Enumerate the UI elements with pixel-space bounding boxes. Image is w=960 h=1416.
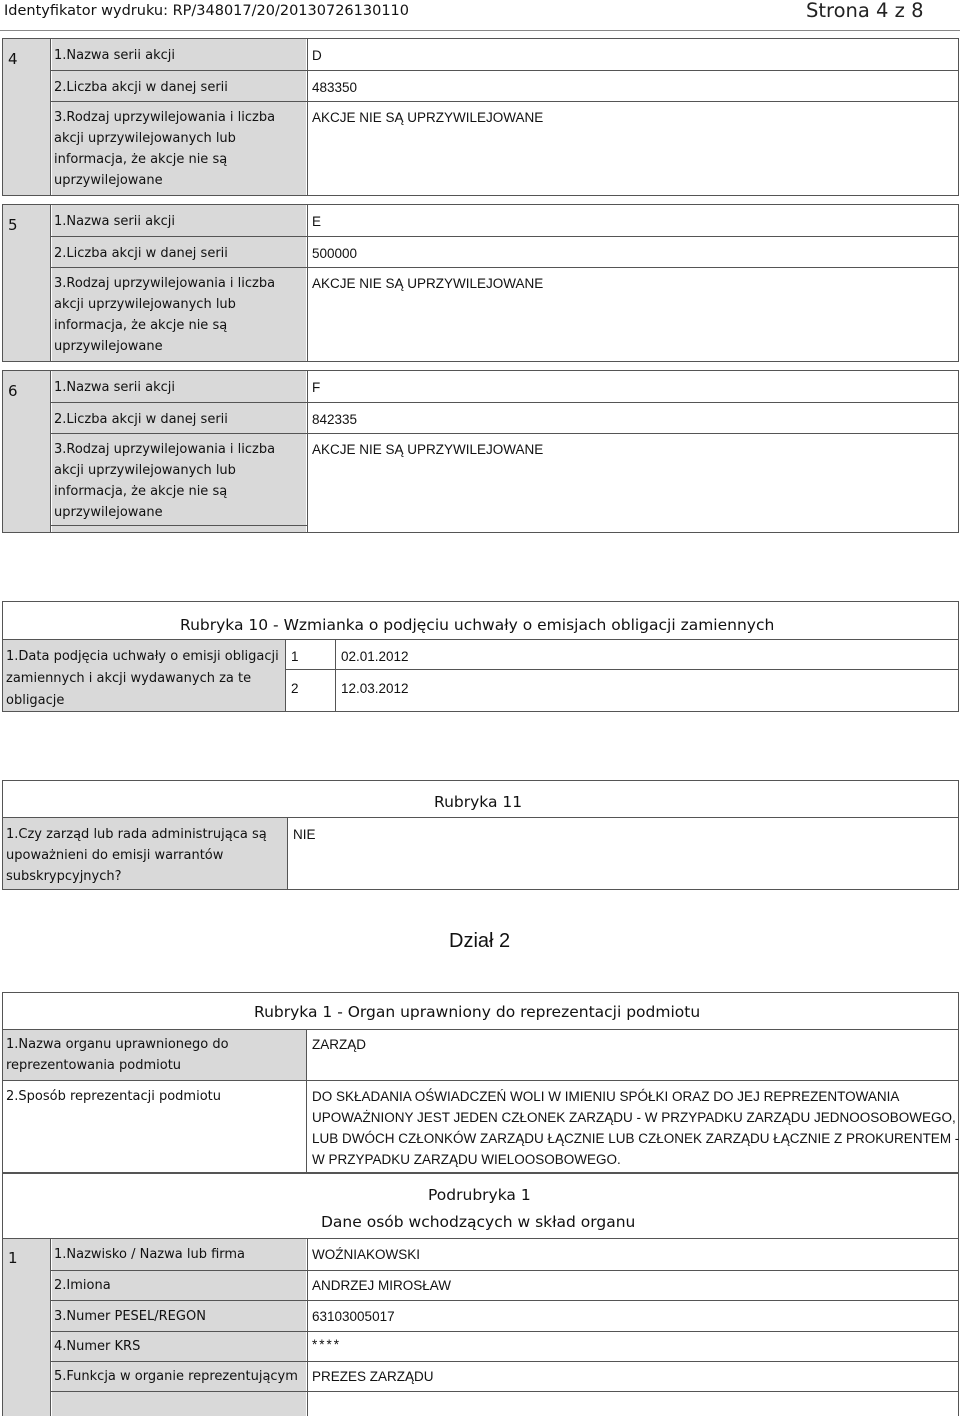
series-number: 6 [8,382,18,400]
series-count-label: 2.Liczba akcji w danej serii [54,246,228,261]
representation-line: LUB DWÓCH CZŁONKÓW ZARZĄDU ŁĄCZNIE LUB CZŁONEK ZARZĄDU ŁĄCZNIE Z PROKURENTEM - [312,1131,960,1146]
series-priv-value: AKCJE NIE SĄ UPRZYWILEJOWANE [312,110,544,125]
series-priv-label-line: 3.Rodzaj uprzywilejowania i liczba [54,110,276,125]
representation-label: 2.Sposób reprezentacji podmiotu [6,1089,221,1104]
org-value: ZARZĄD [312,1037,366,1052]
surname-label: 1.Nazwisko / Nazwa lub firma [54,1247,246,1262]
pesel-label: 3.Numer PESEL/REGON [54,1309,206,1324]
series-name-label: 1.Nazwa serii akcji [54,214,175,229]
function-value: PREZES ZARZĄDU [312,1369,434,1384]
series-priv-label-line: uprzywilejowane [54,505,163,520]
resolution-date: 02.01.2012 [341,649,409,664]
podrubryka-1-subtitle: Dane osób wchodzących w skład organu [321,1213,636,1231]
series-count-label: 2.Liczba akcji w danej serii [54,80,228,95]
rubryka-11-label-line: 1.Czy zarząd lub rada administrująca są [6,827,267,842]
rubryka-10-label-line: obligacje [6,693,65,708]
warrants-value: NIE [293,827,316,842]
rubryka-11-label-line: upoważnieni do emisji warrantów [6,848,224,863]
series-count-value: 483350 [312,80,358,95]
page-number: Strona 4 z 8 [806,0,924,22]
series-priv-value: AKCJE NIE SĄ UPRZYWILEJOWANE [312,276,544,291]
rubryka-11-label-line: subskrypcyjnych? [6,869,122,884]
rubryka-10-title: Rubryka 10 - Wzmianka o podjęciu uchwały o emisjach obligacji zamiennych [180,616,775,634]
series-count-label: 2.Liczba akcji w danej serii [54,412,228,427]
function-label: 5.Funkcja w organie reprezentującym [54,1369,298,1384]
pesel-value: 63103005017 [312,1309,395,1324]
series-name-value: D [312,48,322,63]
org-label-line: reprezentowania podmiotu [6,1058,182,1073]
entry-number: 1 [291,649,299,664]
series-priv-label-line: akcji uprzywilejowanych lub [54,463,236,478]
series-priv-label-line: akcji uprzywilejowanych lub [54,297,236,312]
first-names-label: 2.Imiona [54,1278,111,1293]
series-priv-label-line: 3.Rodzaj uprzywilejowania i liczba [54,276,276,291]
series-number: 5 [8,216,18,234]
series-name-label: 1.Nazwa serii akcji [54,380,175,395]
krs-value: **** [312,1337,342,1352]
representation-line: UPOWAŻNIONY JEST JEDEN CZŁONEK ZARZĄDU - W PRZYPADKU ZARZĄDU JEDNOOSOBOWEGO, [312,1110,956,1125]
series-name-value: F [312,380,321,395]
series-priv-value: AKCJE NIE SĄ UPRZYWILEJOWANE [312,442,544,457]
series-count-value: 500000 [312,246,358,261]
first-names-value: ANDRZEJ MIROSŁAW [312,1278,452,1293]
series-priv-label-line: uprzywilejowane [54,339,163,354]
series-count-value: 842335 [312,412,358,427]
series-priv-label-line: informacja, że akcje nie są [54,152,228,167]
entry-number: 2 [291,681,299,696]
series-priv-label-line: uprzywilejowane [54,173,163,188]
series-number: 4 [8,50,18,68]
krs-label: 4.Numer KRS [54,1339,141,1354]
rubryka-1-title: Rubryka 1 - Organ uprawniony do reprezentacji podmiotu [254,1003,701,1021]
podrubryka-1-title: Podrubryka 1 [428,1186,531,1204]
section-title: Dział 2 [449,930,511,952]
rubryka-10-label-line: zamiennych i akcji wydawanych za te [6,671,252,686]
representation-line: DO SKŁADANIA OŚWIADCZEŃ WOLI W IMIENIU SPÓŁKI ORAZ DO JEJ REPREZENTOWANIA [312,1089,900,1104]
series-name-label: 1.Nazwa serii akcji [54,48,175,63]
series-priv-label-line: informacja, że akcje nie są [54,484,228,499]
person-number: 1 [8,1249,18,1267]
representation-line: W PRZYPADKU ZARZĄDU WIELOOSOBOWEGO. [312,1152,621,1167]
series-priv-label-line: akcji uprzywilejowanych lub [54,131,236,146]
resolution-date: 12.03.2012 [341,681,409,696]
rubryka-10-label-line: 1.Data podjęcia uchwały o emisji obligacji [6,649,279,664]
surname-value: WOŹNIAKOWSKI [312,1247,420,1262]
series-priv-label-line: informacja, że akcje nie są [54,318,228,333]
series-name-value: E [312,214,322,229]
org-label-line: 1.Nazwa organu uprawnionego do [6,1037,229,1052]
rubryka-11-title: Rubryka 11 [434,793,523,811]
series-priv-label-line: 3.Rodzaj uprzywilejowania i liczba [54,442,276,457]
print-identifier: Identyfikator wydruku: RP/348017/20/20130726130110 [4,3,410,19]
